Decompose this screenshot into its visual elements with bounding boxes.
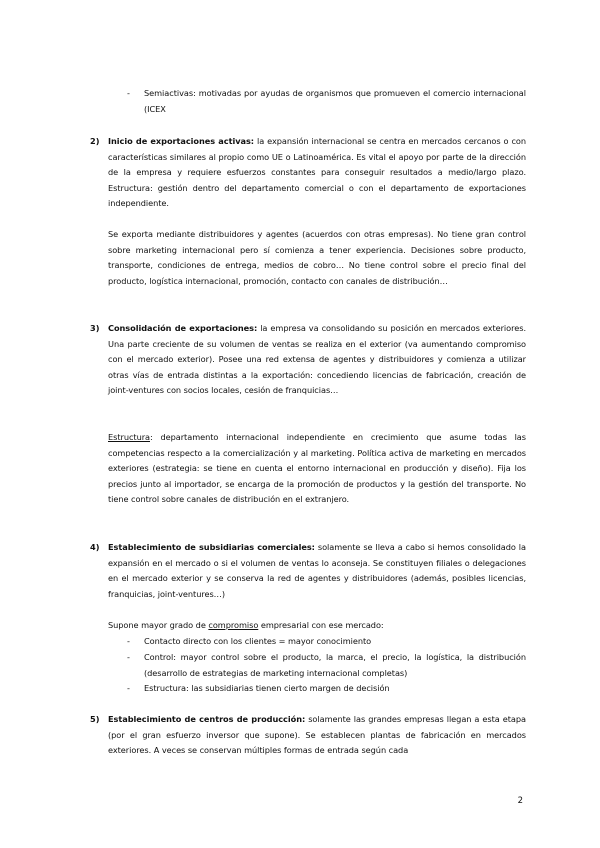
section-3-number: 3) <box>90 323 100 333</box>
section-3-paragraph <box>108 321 526 399</box>
section-2-paragraph-2: Se exporta mediante distribuidores y agentes (acuerdos con otras empresas). No tiene gran control sobre marketing internacional pero sí comienza a tener experiencia. Decisiones sobre producto, transporte, condiciones de entrega, medios de cobro… No tiene control sobre el precio final del producto, logística internacional, promoción, contacto con canales de distribución… <box>108 229 526 286</box>
section-3-text: la empresa va consolidando su posición en mercados exteriores. Una parte creciente de su volumen de ventas se realiza en el exterior (va aumentando compromiso con el mercado exterior). Posee una red extensa de agentes y distribuidores y comienza a utilizar otras vías de entrada distintas a la exportación: concediendo licencias de fabricación, creación de joint-ventures con socios locales, cesión de franquicias… <box>108 323 526 395</box>
intro-pre: Supone mayor grado de <box>108 620 209 630</box>
section-5-paragraph <box>108 712 526 759</box>
section-4-text: solamente se lleva a cabo si hemos consolidado la expansión en el mercado o si el volumen de ventas lo aconseja. Se constituyen filiales o delegaciones en el mercado exterior y se conserva la red de agentes y distribuidores (además, posibles licencias, franquicias, joint-ventures…) <box>108 542 526 599</box>
bullet-dash: - <box>127 88 130 98</box>
section-5-title: Establecimiento de centros de producción: <box>108 714 306 724</box>
section-4-number: 4) <box>90 542 100 552</box>
section-5-text: solamente las grandes empresas llegan a esta etapa (por el gran esfuerzo inversor que supone). Se establecen plantas de fabricación en mercados exteriores. A veces se conservan múltiples formas de entrada según cada <box>108 714 526 755</box>
section-2-paragraph <box>108 134 526 212</box>
bullet-dash: - <box>127 683 130 693</box>
compromiso-underlined: compromiso <box>208 620 259 630</box>
section-5-number: 5) <box>90 714 100 724</box>
section-4-paragraph <box>108 540 526 602</box>
list-item: Estructura: las subsidiarias tienen cierto margen de decisión <box>144 683 390 693</box>
intro-post: empresarial con ese mercado: <box>258 620 384 630</box>
section-3-para2-text: : departamento internacional independiente en crecimiento que asume todas las competencias respecto a la comercialización y al marketing. Política activa de marketing en mercados exteriores (estrategia: se tiene en cuenta el entorno internacional en producción y diseño). Fija los precios junto al importador, se encarga de la promoción de productos y la gestión del transporte. No tiene control sobre canales de distribución en el extranjero. <box>108 432 526 504</box>
section-3-paragraph-2 <box>108 430 526 508</box>
list-item: Contacto directo con los clientes = mayor conocimiento <box>144 636 372 646</box>
semiactivas-bullet-text: Semiactivas: motivadas por ayudas de organismos que promueven el comercio internacional (ICEX <box>144 88 526 114</box>
section-2-number: 2) <box>90 136 100 146</box>
bullet-dash: - <box>127 636 130 646</box>
bullet-dash: - <box>127 652 130 662</box>
section-4-intro <box>108 618 526 634</box>
section-2-title: Inicio de exportaciones activas: <box>108 136 255 146</box>
section-2-text: la expansión internacional se centra en mercados cercanos o con características similares al propio como UE o Latinoamérica. Es vital el apoyo por parte de la dirección de la empresa y requiere esfuerzos constantes para conseguir resultados a medio/largo plazo. Estructura: gestión dentro del departamento comercial o con el departamento de exportaciones independiente. <box>108 136 526 208</box>
section-4-title: Establecimiento de subsidiarias comerciales: <box>108 542 315 552</box>
estructura-label: Estructura <box>108 432 150 442</box>
section-3-title: Consolidación de exportaciones: <box>108 323 258 333</box>
page-number: 2 <box>517 796 523 806</box>
list-item: Control: mayor control sobre el producto, la marca, el precio, la logística, la distribución (desarrollo de estrategias de marketing internacional completas) <box>144 652 526 678</box>
